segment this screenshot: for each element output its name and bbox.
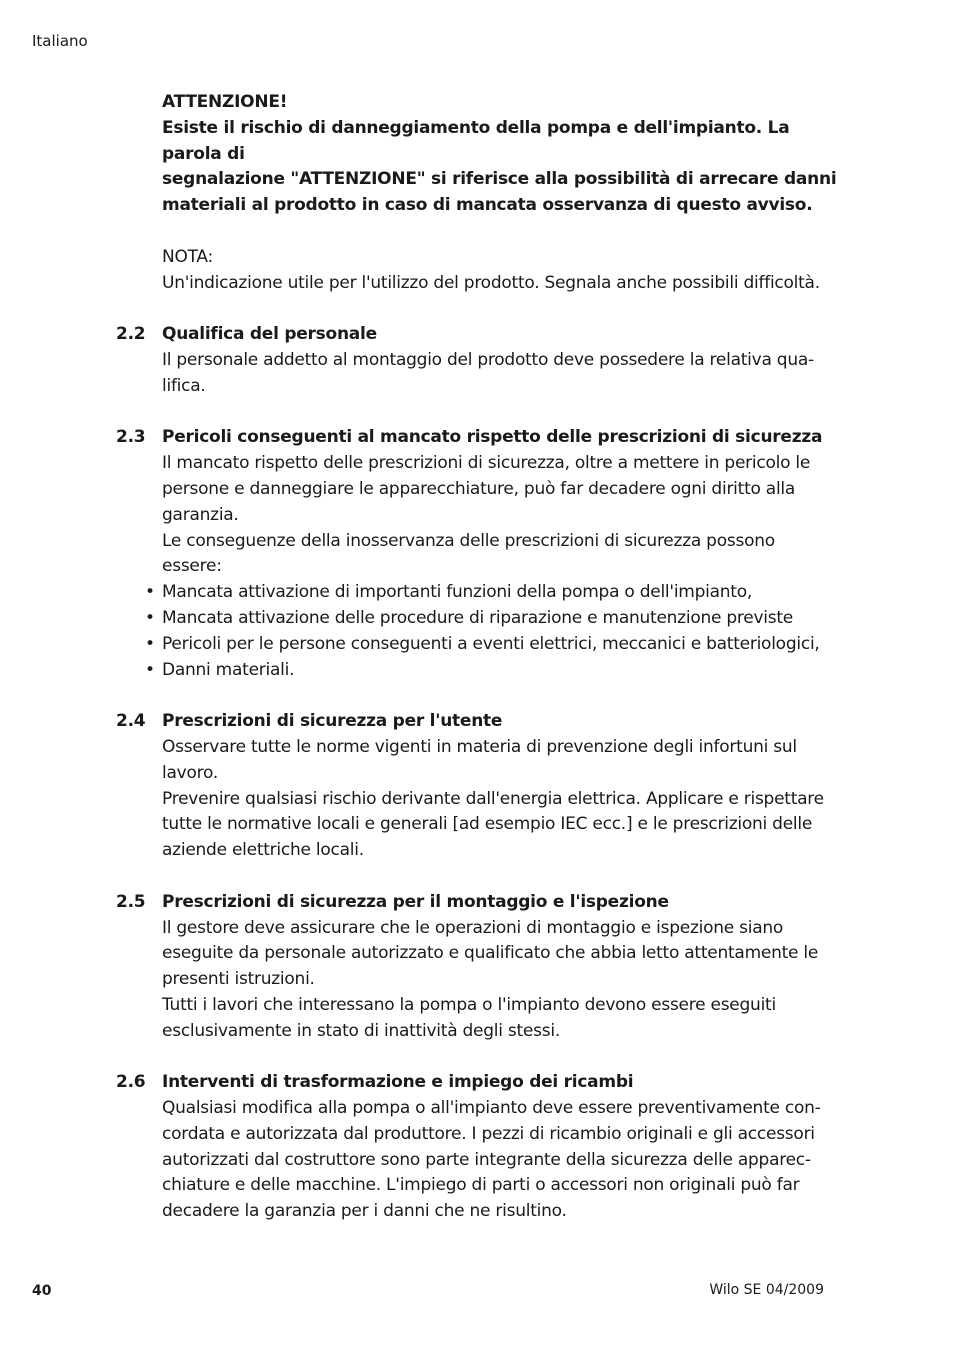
section-line: Tutti i lavori che interessano la pompa o l'impianto devono essere eseguiti	[162, 994, 776, 1015]
section-line: essere:	[162, 556, 222, 577]
note-title: NOTA:	[162, 246, 213, 267]
section-line: Il mancato rispetto delle prescrizioni di sicurezza, oltre a mettere in pericolo le	[162, 453, 811, 474]
section-line: tutte le normative locali e generali [ad esempio IEC ecc.] e le prescrizioni delle	[162, 814, 813, 835]
section-title: Pericoli conseguenti al mancato rispetto delle prescrizioni di sicurezza	[162, 427, 823, 448]
section-number: 2.4	[116, 711, 146, 732]
section-line: cordata e autorizzata dal produttore. I pezzi di ricambio originali e gli accessori	[162, 1123, 815, 1144]
section-line: eseguite da personale autorizzato e qualificato che abbia letto attentamente le	[162, 943, 819, 964]
section-title: Prescrizioni di sicurezza per il montaggio e l'ispezione	[162, 891, 669, 912]
section-title: Qualifica del personale	[162, 324, 377, 345]
section-number: 2.5	[116, 891, 146, 912]
section-2-6	[116, 1070, 842, 1225]
page-number: 40	[32, 1283, 52, 1299]
bullet-list	[162, 580, 842, 683]
section-line: chiature e delle macchine. L'impiego di parti o accessori non originali può far	[162, 1175, 800, 1196]
section-line: persone e danneggiare le apparecchiature, può far decadere ogni diritto alla	[162, 478, 796, 499]
header-language: Italiano	[32, 32, 88, 50]
section-line: Il gestore deve assicurare che le operazioni di montaggio e ispezione siano	[162, 917, 784, 938]
section-line: decadere la garanzia per i danni che ne risultino.	[162, 1201, 567, 1222]
warning-line: Esiste il rischio di danneggiamento della pompa e dell'impianto. La parola di	[162, 117, 790, 164]
bullet-item: • Mancata attivazione di importanti funzioni della pompa o dell'impianto,	[162, 580, 842, 606]
footer-brand: Wilo SE 04/2009	[709, 1282, 824, 1298]
document-body	[116, 90, 842, 1225]
section-2-3	[116, 425, 842, 683]
section-2-2	[116, 322, 842, 399]
section-line: Prevenire qualsiasi rischio derivante dall'energia elettrica. Applicare e rispettare	[162, 788, 824, 809]
bullet-item: • Mancata attivazione delle procedure di riparazione e manutenzione previste	[162, 606, 842, 632]
section-title: Interventi di trasformazione e impiego dei ricambi	[162, 1072, 634, 1093]
warning-line: materiali al prodotto in caso di mancata osservanza di questo avviso.	[162, 195, 813, 216]
note-text: Un'indicazione utile per l'utilizzo del prodotto. Segnala anche possibili difficoltà.	[162, 272, 820, 293]
section-line: Le conseguenze della inosservanza delle prescrizioni di sicurezza possono	[162, 530, 775, 551]
bullet-item: • Danni materiali.	[162, 658, 842, 684]
section-number: 2.3	[116, 427, 146, 448]
section-line: lifica.	[162, 375, 206, 396]
warning-title: ATTENZIONE!	[162, 92, 288, 112]
section-line: Qualsiasi modifica alla pompa o all'impianto deve essere preventivamente con-	[162, 1098, 821, 1119]
section-line: esclusivamente in stato di inattività degli stessi.	[162, 1020, 560, 1041]
section-line: Osservare tutte le norme vigenti in materia di prevenzione degli infortuni sul	[162, 736, 797, 757]
section-line: presenti istruzioni.	[162, 969, 315, 990]
section-line: Il personale addetto al montaggio del prodotto deve possedere la relativa qua-	[162, 349, 814, 370]
section-number: 2.6	[116, 1072, 146, 1093]
section-line: garanzia.	[162, 504, 239, 525]
warning-line: segnalazione "ATTENZIONE" si riferisce alla possibilità di arrecare danni	[162, 169, 837, 190]
section-line: lavoro.	[162, 762, 218, 783]
section-title: Prescrizioni di sicurezza per l'utente	[162, 711, 503, 732]
section-2-4	[116, 709, 842, 864]
section-number: 2.2	[116, 324, 146, 345]
section-line: aziende elettriche locali.	[162, 840, 364, 861]
bullet-item: • Pericoli per le persone conseguenti a eventi elettrici, meccanici e batteriologici,	[162, 632, 842, 658]
section-2-5	[116, 890, 842, 1045]
section-line: autorizzati dal costruttore sono parte integrante della sicurezza delle apparec-	[162, 1149, 811, 1170]
note-block	[162, 245, 842, 297]
warning-block	[162, 90, 842, 219]
